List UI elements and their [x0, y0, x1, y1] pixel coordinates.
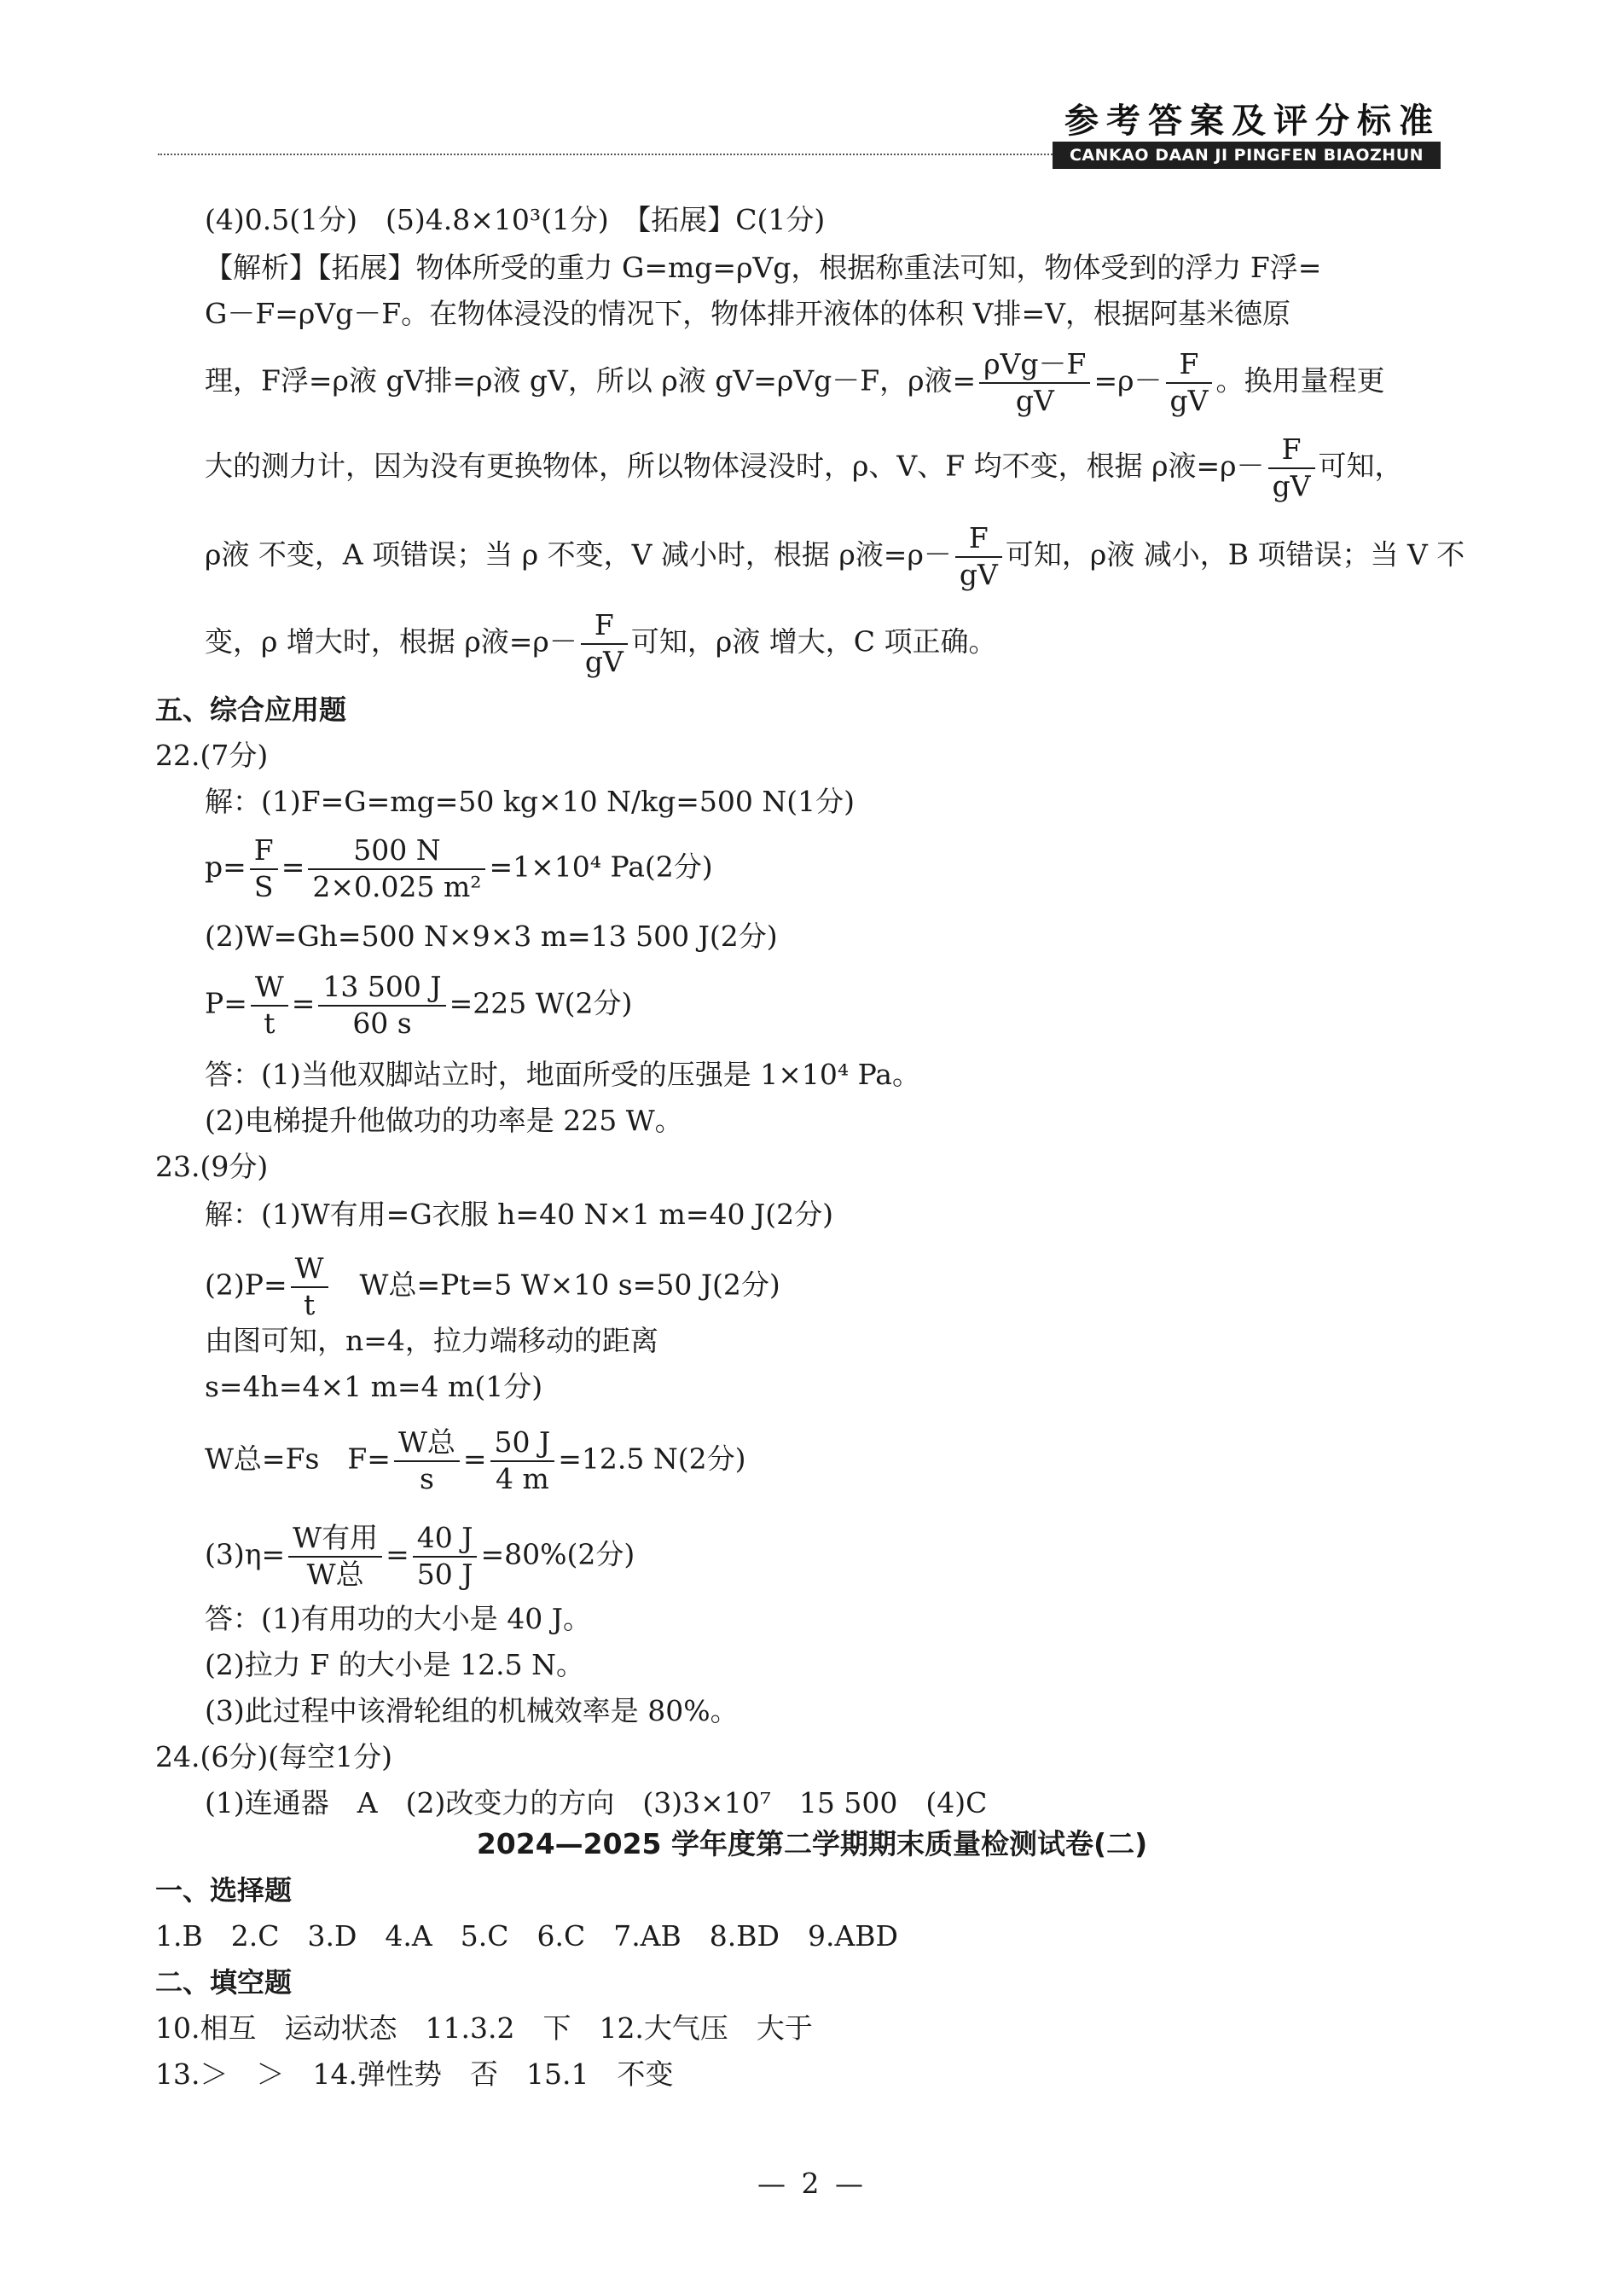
q23-line-5-text-b: =12.5 N(2分) — [558, 1442, 746, 1476]
q23-head: 23.(9分) — [155, 1150, 269, 1183]
fraction-denominator: t — [264, 1006, 276, 1040]
answers-line: (4)0.5(1分) (5)4.8×10³(1分) 【拓展】C(1分) — [205, 203, 826, 236]
analysis-line-3-text-a: 理，F浮=ρ液 gV排=ρ液 gV，所以 ρ液 gV=ρVg－F，ρ液= — [205, 363, 977, 398]
fraction-numerator: 500 N — [308, 836, 485, 870]
q23-line-5-text-a: W总=Fs F= — [205, 1442, 391, 1476]
fraction — [413, 1523, 478, 1589]
q23-line-6: (3)η= $\frac{\text{W有用}}{\text{W总}}$ = $\frac{40 J}{50 J}$ =80%(2分) — [205, 1521, 635, 1591]
q23-answer-3: (3)此过程中该滑轮组的机械效率是 80%。 — [205, 1694, 739, 1727]
fraction-denominator: 60 s — [352, 1006, 412, 1040]
q23-line-6-text-a: (3)η= — [205, 1537, 286, 1571]
fraction-numerator: W总 — [394, 1428, 460, 1462]
fraction — [955, 521, 1002, 591]
fraction-denominator: gV — [1015, 383, 1054, 417]
analysis-line-5-text-a: ρ液 不变，A 项错误；当 ρ 不变，V 减小时，根据 ρ液=ρ－ — [205, 537, 952, 572]
section-title: 五、综合应用题 — [155, 693, 347, 726]
q23-line-2-text-a: (2)P= — [205, 1268, 287, 1302]
fraction-denominator: W总 — [306, 1557, 364, 1591]
header-title: 参考答案及评分标准 — [1064, 102, 1441, 141]
q23-line-2-text-b: W总=Pt=5 W×10 s=50 J(2分) — [359, 1268, 780, 1302]
fraction — [250, 833, 278, 903]
q24-head: 24.(6分)(每空1分) — [155, 1740, 392, 1773]
q22-answer-1: 答：(1)当他双脚站立时，地面所受的压强是 1×10⁴ Pa。 — [205, 1058, 920, 1091]
q23-line-3: 由图可知，n=4，拉力端移动的距离 — [205, 1324, 658, 1357]
fraction — [394, 1425, 460, 1495]
fraction-numerator: W有用 — [288, 1523, 382, 1558]
fraction-numerator: W — [291, 1254, 328, 1288]
fraction-numerator: F — [955, 524, 1002, 558]
fraction-numerator: ρVg－F — [979, 350, 1090, 384]
q22-line-4: P= $\frac{W}{t}$ = $\frac{13 500 J}{60 s}$ =225 W(2分) — [205, 970, 633, 1040]
analysis-line-6 — [205, 608, 997, 678]
q22-line-4-text-a: P= — [205, 986, 247, 1020]
analysis-line-4-text-a: 大的测力计，因为没有更换物体，所以物体浸没时，ρ、V、F 均不变，根据 ρ液=ρ－ — [205, 449, 1265, 483]
q22-head: 22.(7分) — [155, 739, 269, 772]
q22-answer-2: (2)电梯提升他做功的功率是 225 W。 — [205, 1104, 683, 1137]
q23-answer-1: 答：(1)有用功的大小是 40 J。 — [205, 1602, 591, 1635]
analysis-line-5 — [205, 521, 1465, 591]
fraction — [1166, 347, 1213, 417]
fraction-numerator: 50 J — [490, 1428, 555, 1462]
fraction-numerator: 40 J — [413, 1523, 478, 1558]
fraction-numerator: 13 500 J — [318, 972, 445, 1007]
fraction — [490, 1425, 555, 1495]
q22-line-4-text-b: =225 W(2分) — [449, 986, 633, 1020]
q23-line-4: s=4h=4×1 m=4 m(1分) — [205, 1370, 543, 1403]
exam-title: 2024—2025 学年度第二学期期末质量检测试卷(二) — [476, 1827, 1148, 1860]
fraction-denominator: 50 J — [416, 1557, 473, 1591]
page-number: — 2 — — [757, 2167, 867, 2200]
fraction-denominator: t — [303, 1287, 316, 1321]
analysis-line-1: 【解析】【拓展】物体所受的重力 G=mg=ρVg，根据称重法可知，物体受到的浮力 F浮= — [205, 251, 1322, 284]
q23-line-6-text-b: =80%(2分) — [480, 1537, 635, 1571]
fraction — [318, 972, 445, 1038]
header-subtitle: CANKAO DAAN JI PINGFEN BIAOZHUN — [1053, 142, 1441, 169]
q22-line-1: 解：(1)F=G=mg=50 kg×10 N/kg=500 N(1分) — [205, 785, 855, 818]
fraction — [979, 347, 1090, 417]
fraction-numerator: F — [581, 611, 628, 645]
q24-line-1: (1)连通器 A (2)改变力的方向 (3)3×10⁷ 15 500 (4)C — [205, 1786, 988, 1819]
q23-answer-2: (2)拉力 F 的大小是 12.5 N。 — [205, 1648, 584, 1681]
q22-line-2-text-a: p= — [205, 850, 246, 884]
fraction — [251, 972, 288, 1038]
fraction — [291, 1251, 328, 1321]
analysis-line-3-text-c: 。换用量程更 — [1215, 363, 1385, 398]
fraction-denominator: gV — [1169, 383, 1209, 417]
analysis-line-5-text-b: 可知，ρ液 减小，B 项错误；当 V 不 — [1005, 537, 1465, 572]
analysis-line-4 — [205, 432, 1403, 502]
q22-line-2: p= $\frac{F}{S}$ = $\frac{500 N}{\text{2×0.025 m²}}$ =1×10⁴ Pa(2分) — [205, 833, 713, 903]
fraction-denominator: gV — [1272, 468, 1311, 502]
fill-answers-1: 10.相互 运动状态 11.3.2 下 12.大气压 大于 — [155, 2011, 813, 2045]
header-rule — [158, 154, 1062, 155]
fraction-numerator: W — [251, 972, 288, 1007]
fraction — [1268, 432, 1315, 502]
fraction-numerator: F — [250, 836, 278, 870]
section-title-choice: 一、选择题 — [155, 1874, 293, 1906]
fraction-denominator: 2×0.025 m² — [312, 869, 482, 903]
q22-line-2-text-b: =1×10⁴ Pa(2分) — [489, 850, 713, 884]
analysis-line-3-text-b: =ρ－ — [1093, 363, 1163, 398]
fill-answers-2: 13.＞ ＞ 14.弹性势 否 15.1 不变 — [155, 2057, 674, 2091]
section-title-fill: 二、填空题 — [155, 1966, 293, 1999]
fraction-denominator: gV — [584, 644, 624, 678]
fraction-denominator: s — [419, 1461, 434, 1495]
analysis-line-4-text-b: 可知， — [1318, 449, 1403, 483]
analysis-line-6-text-b: 可知，ρ液 增大，C 项正确。 — [630, 624, 997, 659]
fraction-numerator: F — [1268, 435, 1315, 469]
fraction — [581, 608, 628, 678]
fraction-denominator: S — [253, 869, 274, 903]
q23-line-2 — [205, 1251, 780, 1321]
fraction-denominator: 4 m — [496, 1461, 549, 1495]
fraction-denominator: gV — [959, 557, 998, 591]
analysis-line-2: G－F=ρVg－F。在物体浸没的情况下，物体排开液体的体积 V排=V，根据阿基米德原 — [205, 297, 1290, 330]
fraction — [308, 833, 485, 903]
analysis-line-6-text-a: 变，ρ 增大时，根据 ρ液=ρ－ — [205, 624, 577, 659]
q22-line-3: (2)W=Gh=500 N×9×3 m=13 500 J(2分) — [205, 920, 778, 953]
q23-line-1: 解：(1)W有用=G衣服 h=40 N×1 m=40 J(2分) — [205, 1198, 833, 1231]
analysis-line-3 — [205, 347, 1385, 417]
q23-line-5: W总=Fs F= $\frac{\text{W总}}{s}$ = $\frac{50 J}{4 m}$ =12.5 N(2分) — [205, 1425, 746, 1495]
choice-answers: 1.B 2.C 3.D 4.A 5.C 6.C 7.AB 8.BD 9.ABD — [155, 1919, 898, 1953]
fraction — [288, 1523, 382, 1589]
fraction-numerator: F — [1166, 350, 1213, 384]
